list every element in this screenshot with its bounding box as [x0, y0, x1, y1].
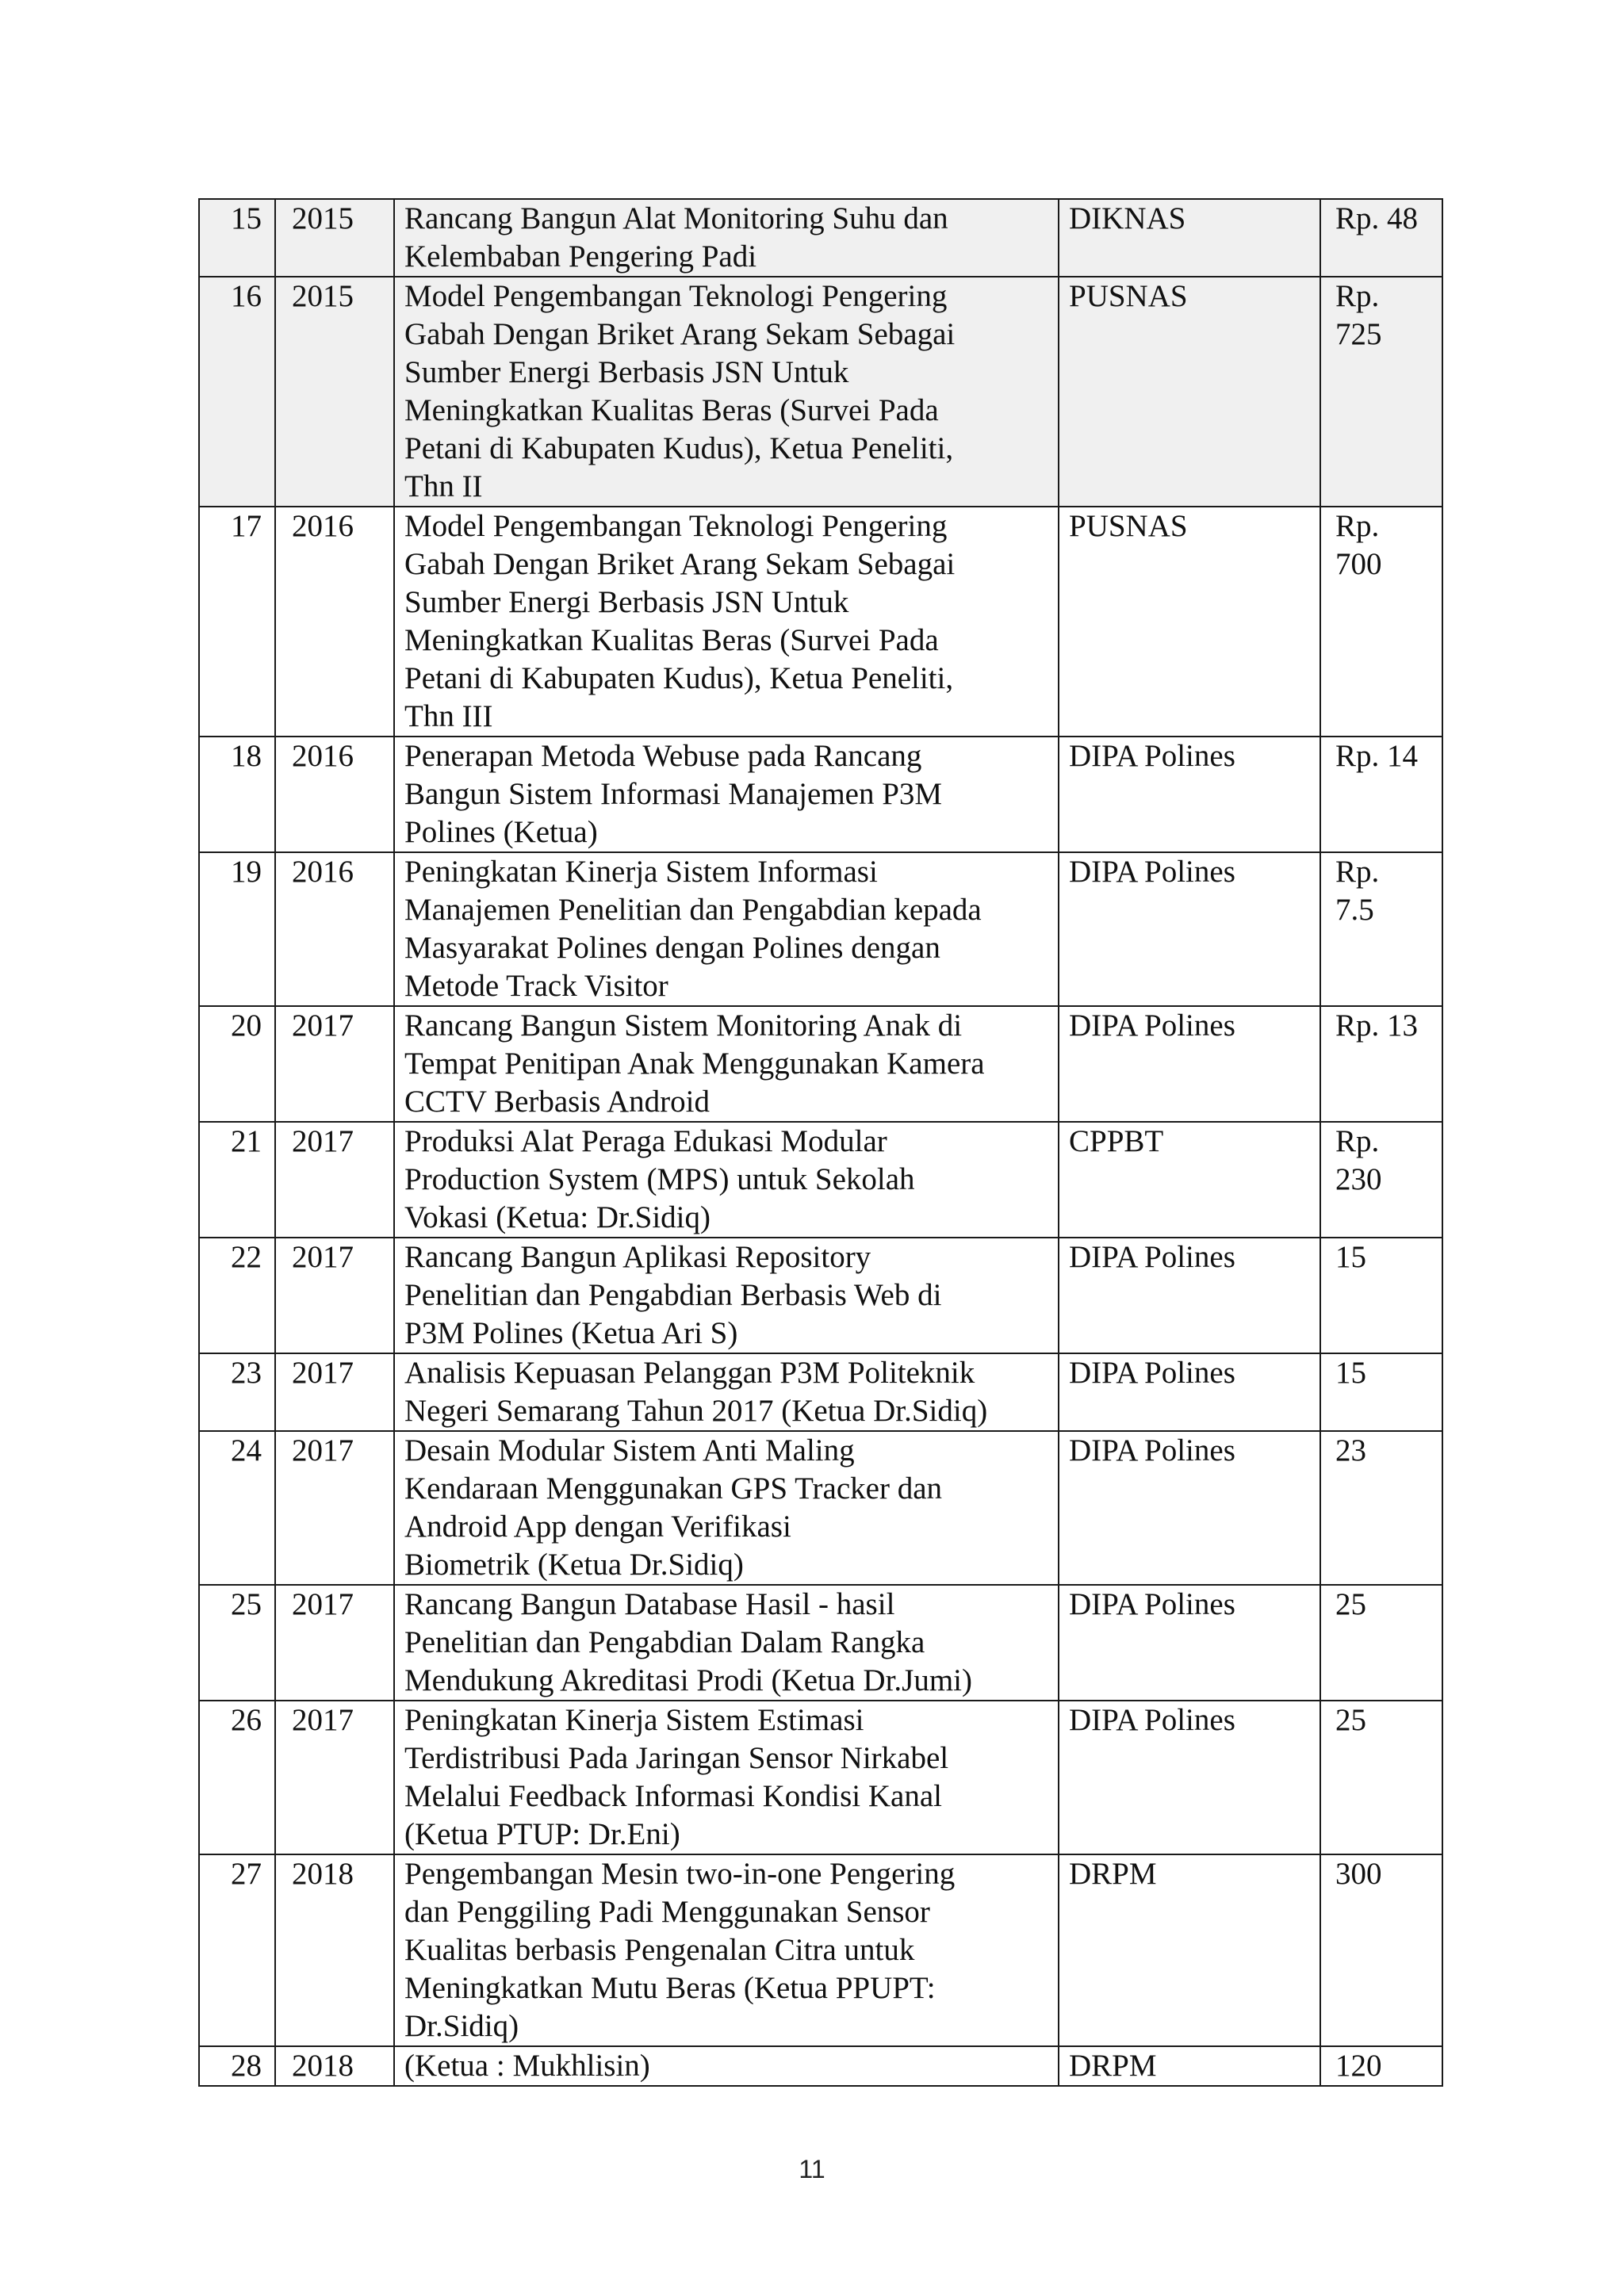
- year-cell: 2015: [275, 277, 394, 507]
- row-number-cell: 17: [199, 507, 275, 737]
- title-cell: Rancang Bangun Aplikasi Repository Penelitian dan Pengabdian Berbasis Web di P3M Polines (Ketua Ari S): [394, 1238, 1059, 1353]
- amount-cell: Rp. 13: [1320, 1006, 1442, 1122]
- amount-cell: 25: [1320, 1701, 1442, 1854]
- table-row: [199, 852, 1442, 1006]
- title-cell: Peningkatan Kinerja Sistem Estimasi Terdistribusi Pada Jaringan Sensor Nirkabel Melalui Feedback Informasi Kondisi Kanal (Ketua PTUP: Dr.Eni): [394, 1701, 1059, 1854]
- title-cell: Produksi Alat Peraga Edukasi Modular Production System (MPS) untuk Sekolah Vokasi (Ketua: Dr.Sidiq): [394, 1122, 1059, 1238]
- year-cell: 2017: [275, 1006, 394, 1122]
- row-number-cell: 26: [199, 1701, 275, 1854]
- title-cell: Model Pengembangan Teknologi Pengering Gabah Dengan Briket Arang Sekam Sebagai Sumber Energi Berbasis JSN Untuk Meningkatkan Kualitas Beras (Survei Pada Petani di Kabupaten Kudus), Ketua Peneliti, Thn II: [394, 277, 1059, 507]
- funder-cell: CPPBT: [1059, 1122, 1320, 1238]
- table-row: [199, 1353, 1442, 1431]
- row-number-cell: 24: [199, 1431, 275, 1585]
- row-number-cell: 28: [199, 2046, 275, 2086]
- title-cell: Rancang Bangun Database Hasil - hasil Penelitian dan Pengabdian Dalam Rangka Mendukung Akreditasi Prodi (Ketua Dr.Jumi): [394, 1585, 1059, 1701]
- row-number-cell: 18: [199, 737, 275, 852]
- amount-cell: Rp. 14: [1320, 737, 1442, 852]
- table-row: [199, 507, 1442, 737]
- year-cell: 2017: [275, 1238, 394, 1353]
- research-table-body: [199, 199, 1442, 2086]
- title-cell: Desain Modular Sistem Anti Maling Kendaraan Menggunakan GPS Tracker dan Android App dengan Verifikasi Biometrik (Ketua Dr.Sidiq): [394, 1431, 1059, 1585]
- title-cell: Rancang Bangun Sistem Monitoring Anak di Tempat Penitipan Anak Menggunakan Kamera CCTV Berbasis Android: [394, 1006, 1059, 1122]
- year-cell: 2017: [275, 1585, 394, 1701]
- funder-cell: PUSNAS: [1059, 277, 1320, 507]
- year-cell: 2016: [275, 852, 394, 1006]
- row-number-cell: 21: [199, 1122, 275, 1238]
- amount-cell: Rp. 725: [1320, 277, 1442, 507]
- funder-cell: DIPA Polines: [1059, 1353, 1320, 1431]
- title-cell: Penerapan Metoda Webuse pada Rancang Bangun Sistem Informasi Manajemen P3M Polines (Ketua): [394, 737, 1059, 852]
- amount-cell: 23: [1320, 1431, 1442, 1585]
- year-cell: 2017: [275, 1431, 394, 1585]
- year-cell: 2018: [275, 2046, 394, 2086]
- row-number-cell: 25: [199, 1585, 275, 1701]
- table-row: [199, 1854, 1442, 2046]
- title-cell: (Ketua : Mukhlisin): [394, 2046, 1059, 2086]
- funder-cell: DIPA Polines: [1059, 852, 1320, 1006]
- row-number-cell: 22: [199, 1238, 275, 1353]
- row-number-cell: 16: [199, 277, 275, 507]
- page-number: 11: [799, 2155, 825, 2183]
- year-cell: 2017: [275, 1701, 394, 1854]
- title-cell: Peningkatan Kinerja Sistem Informasi Manajemen Penelitian dan Pengabdian kepada Masyarakat Polines dengan Polines dengan Metode Track Visitor: [394, 852, 1059, 1006]
- funder-cell: PUSNAS: [1059, 507, 1320, 737]
- title-cell: Analisis Kepuasan Pelanggan P3M Politeknik Negeri Semarang Tahun 2017 (Ketua Dr.Sidiq): [394, 1353, 1059, 1431]
- year-cell: 2016: [275, 737, 394, 852]
- table-row: [199, 1431, 1442, 1585]
- year-cell: 2017: [275, 1122, 394, 1238]
- table-row: [199, 277, 1442, 507]
- row-number-cell: 15: [199, 199, 275, 277]
- amount-cell: 300: [1320, 1854, 1442, 2046]
- table-row: [199, 1585, 1442, 1701]
- title-cell: Rancang Bangun Alat Monitoring Suhu dan Kelembaban Pengering Padi: [394, 199, 1059, 277]
- table-row: [199, 1006, 1442, 1122]
- year-cell: 2015: [275, 199, 394, 277]
- funder-cell: DRPM: [1059, 1854, 1320, 2046]
- funder-cell: DIPA Polines: [1059, 1431, 1320, 1585]
- research-table: [198, 198, 1443, 2087]
- funder-cell: DIPA Polines: [1059, 1585, 1320, 1701]
- year-cell: 2018: [275, 1854, 394, 2046]
- amount-cell: 15: [1320, 1353, 1442, 1431]
- amount-cell: 120: [1320, 2046, 1442, 2086]
- table-row: [199, 1238, 1442, 1353]
- amount-cell: Rp. 7.5: [1320, 852, 1442, 1006]
- title-cell: Model Pengembangan Teknologi Pengering Gabah Dengan Briket Arang Sekam Sebagai Sumber Energi Berbasis JSN Untuk Meningkatkan Kualitas Beras (Survei Pada Petani di Kabupaten Kudus), Ketua Peneliti, Thn III: [394, 507, 1059, 737]
- amount-cell: Rp. 230: [1320, 1122, 1442, 1238]
- amount-cell: Rp. 48: [1320, 199, 1442, 277]
- funder-cell: DIPA Polines: [1059, 737, 1320, 852]
- funder-cell: DIKNAS: [1059, 199, 1320, 277]
- funder-cell: DIPA Polines: [1059, 1238, 1320, 1353]
- table-row: [199, 1701, 1442, 1854]
- funder-cell: DIPA Polines: [1059, 1701, 1320, 1854]
- row-number-cell: 23: [199, 1353, 275, 1431]
- year-cell: 2016: [275, 507, 394, 737]
- title-cell: Pengembangan Mesin two-in-one Pengering dan Penggiling Padi Menggunakan Sensor Kualitas berbasis Pengenalan Citra untuk Meningkatkan Mutu Beras (Ketua PPUPT: Dr.Sidiq): [394, 1854, 1059, 2046]
- row-number-cell: 20: [199, 1006, 275, 1122]
- row-number-cell: 27: [199, 1854, 275, 2046]
- table-row: [199, 1122, 1442, 1238]
- amount-cell: 25: [1320, 1585, 1442, 1701]
- amount-cell: 15: [1320, 1238, 1442, 1353]
- funder-cell: DIPA Polines: [1059, 1006, 1320, 1122]
- table-row: [199, 737, 1442, 852]
- funder-cell: DRPM: [1059, 2046, 1320, 2086]
- table-row: [199, 199, 1442, 277]
- amount-cell: Rp. 700: [1320, 507, 1442, 737]
- year-cell: 2017: [275, 1353, 394, 1431]
- table-row: [199, 2046, 1442, 2086]
- row-number-cell: 19: [199, 852, 275, 1006]
